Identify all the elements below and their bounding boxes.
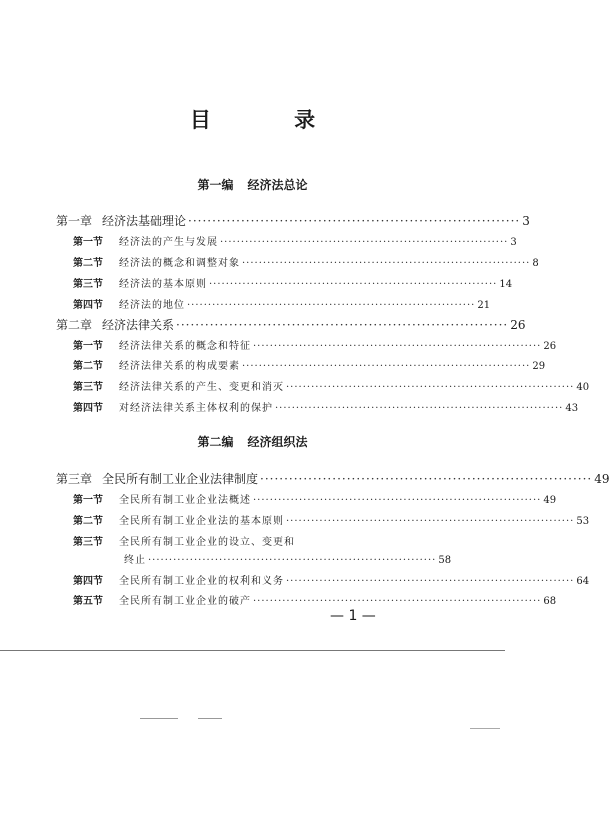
section-number: 第四节 <box>73 576 103 587</box>
section-title: 经济法的产生与发展 <box>119 237 218 248</box>
dot-leader: ····································································· <box>286 516 575 527</box>
section-title: 对经济法律关系主体权利的保护 <box>119 403 273 414</box>
dot-leader: ····································································· <box>148 555 437 566</box>
page-ref: 68 <box>543 596 557 607</box>
toc-section-row[interactable] <box>73 399 579 414</box>
section-title: 经济法律关系的构成要素 <box>119 361 240 372</box>
section-title: 经济法的地位 <box>119 300 185 311</box>
toc-section-row[interactable] <box>73 275 513 290</box>
page-number: — 1 — <box>330 608 376 624</box>
section-title: 经济法律关系的产生、变更和消灭 <box>119 382 284 393</box>
section-number: 第三节 <box>73 537 103 548</box>
section-number: 第二节 <box>73 516 103 527</box>
chapter-number: 第三章 <box>56 472 93 486</box>
page-ref: 40 <box>576 382 590 393</box>
section-title: 全民所有制工业企业法概述 <box>119 495 251 506</box>
section-title: 全民所有制工业企业的设立、变更和 <box>119 537 295 548</box>
dot-leader: ····································································· <box>220 237 509 248</box>
toc-section-continuation[interactable] <box>124 551 452 566</box>
dot-leader: ····································································· <box>187 300 476 311</box>
section-number: 第四节 <box>73 403 103 414</box>
toc-chapter-row[interactable] <box>56 212 530 229</box>
page-title: 目 录 <box>189 107 354 132</box>
page-ref: 43 <box>565 403 579 414</box>
section-number: 第一节 <box>73 237 103 248</box>
toc-section-row[interactable] <box>73 592 557 607</box>
chapter-title: 经济法基础理论 <box>102 214 187 228</box>
dot-leader: ····································································· <box>209 279 498 290</box>
toc-section-row[interactable] <box>73 512 590 527</box>
page-edge-line <box>0 650 505 651</box>
page-ref: 64 <box>576 576 590 587</box>
part-title: 经济法总论 <box>247 178 308 192</box>
chapter-title: 经济法律关系 <box>102 318 175 332</box>
dot-leader: ····································································· <box>253 341 542 352</box>
toc-section-row[interactable] <box>73 378 590 393</box>
chapter-title: 全民所有制工业企业法律制度 <box>102 472 259 486</box>
section-title: 经济法的概念和调整对象 <box>119 258 240 269</box>
part-label: 第二编 <box>197 435 234 449</box>
dot-leader: ····································································· <box>188 214 521 228</box>
scan-mark <box>140 718 178 719</box>
dot-leader: ····································································· <box>253 495 542 506</box>
section-number: 第二节 <box>73 361 103 372</box>
part-heading <box>0 433 505 450</box>
page-ref: 3 <box>510 237 517 248</box>
dot-leader: ····································································· <box>176 318 509 332</box>
page-ref: 14 <box>499 279 513 290</box>
page-ref: 29 <box>532 361 546 372</box>
section-number: 第一节 <box>73 495 103 506</box>
dot-leader: ····································································· <box>286 382 575 393</box>
section-title: 全民所有制工业企业法的基本原则 <box>119 516 284 527</box>
section-number: 第五节 <box>73 596 103 607</box>
dot-leader: ····································································· <box>242 361 531 372</box>
page-ref: 26 <box>543 341 557 352</box>
part-label: 第一编 <box>197 178 234 192</box>
section-title: 全民所有制工业企业的破产 <box>119 596 251 607</box>
section-number: 第二节 <box>73 258 103 269</box>
page-ref: 26 <box>510 318 526 332</box>
section-title: 经济法的基本原则 <box>119 279 207 290</box>
toc-chapter-row[interactable] <box>56 470 610 487</box>
toc-chapter-row[interactable] <box>56 316 526 333</box>
toc-section-row[interactable] <box>73 491 557 506</box>
scan-mark <box>470 728 500 729</box>
chapter-number: 第二章 <box>56 318 93 332</box>
part-title: 经济组织法 <box>247 435 308 449</box>
toc-section-row[interactable] <box>73 572 590 587</box>
section-title-continuation: 终止 <box>124 555 146 566</box>
toc-section-row[interactable] <box>73 233 517 248</box>
chapter-number: 第一章 <box>56 214 93 228</box>
section-number: 第三节 <box>73 382 103 393</box>
page-ref: 3 <box>522 214 530 228</box>
scan-mark <box>198 718 222 719</box>
page-ref: 8 <box>532 258 539 269</box>
section-title: 经济法律关系的概念和特征 <box>119 341 251 352</box>
toc-section-row[interactable] <box>73 533 373 548</box>
page-ref: 53 <box>576 516 590 527</box>
section-number: 第四节 <box>73 300 103 311</box>
toc-section-row[interactable] <box>73 337 557 352</box>
section-number: 第一节 <box>73 341 103 352</box>
dot-leader: ····································································· <box>275 403 564 414</box>
toc-section-row[interactable] <box>73 296 491 311</box>
toc-section-row[interactable] <box>73 357 546 372</box>
part-heading <box>0 176 505 193</box>
page-ref: 21 <box>477 300 491 311</box>
section-title: 全民所有制工业企业的权利和义务 <box>119 576 284 587</box>
dot-leader: ····································································· <box>286 576 575 587</box>
dot-leader: ····································································· <box>260 472 593 486</box>
page-ref: 49 <box>594 472 610 486</box>
page-ref: 49 <box>543 495 557 506</box>
toc-section-row[interactable] <box>73 254 539 269</box>
dot-leader: ····································································· <box>253 596 542 607</box>
section-number: 第三节 <box>73 279 103 290</box>
dot-leader: ····································································· <box>242 258 531 269</box>
page-ref: 58 <box>438 555 452 566</box>
